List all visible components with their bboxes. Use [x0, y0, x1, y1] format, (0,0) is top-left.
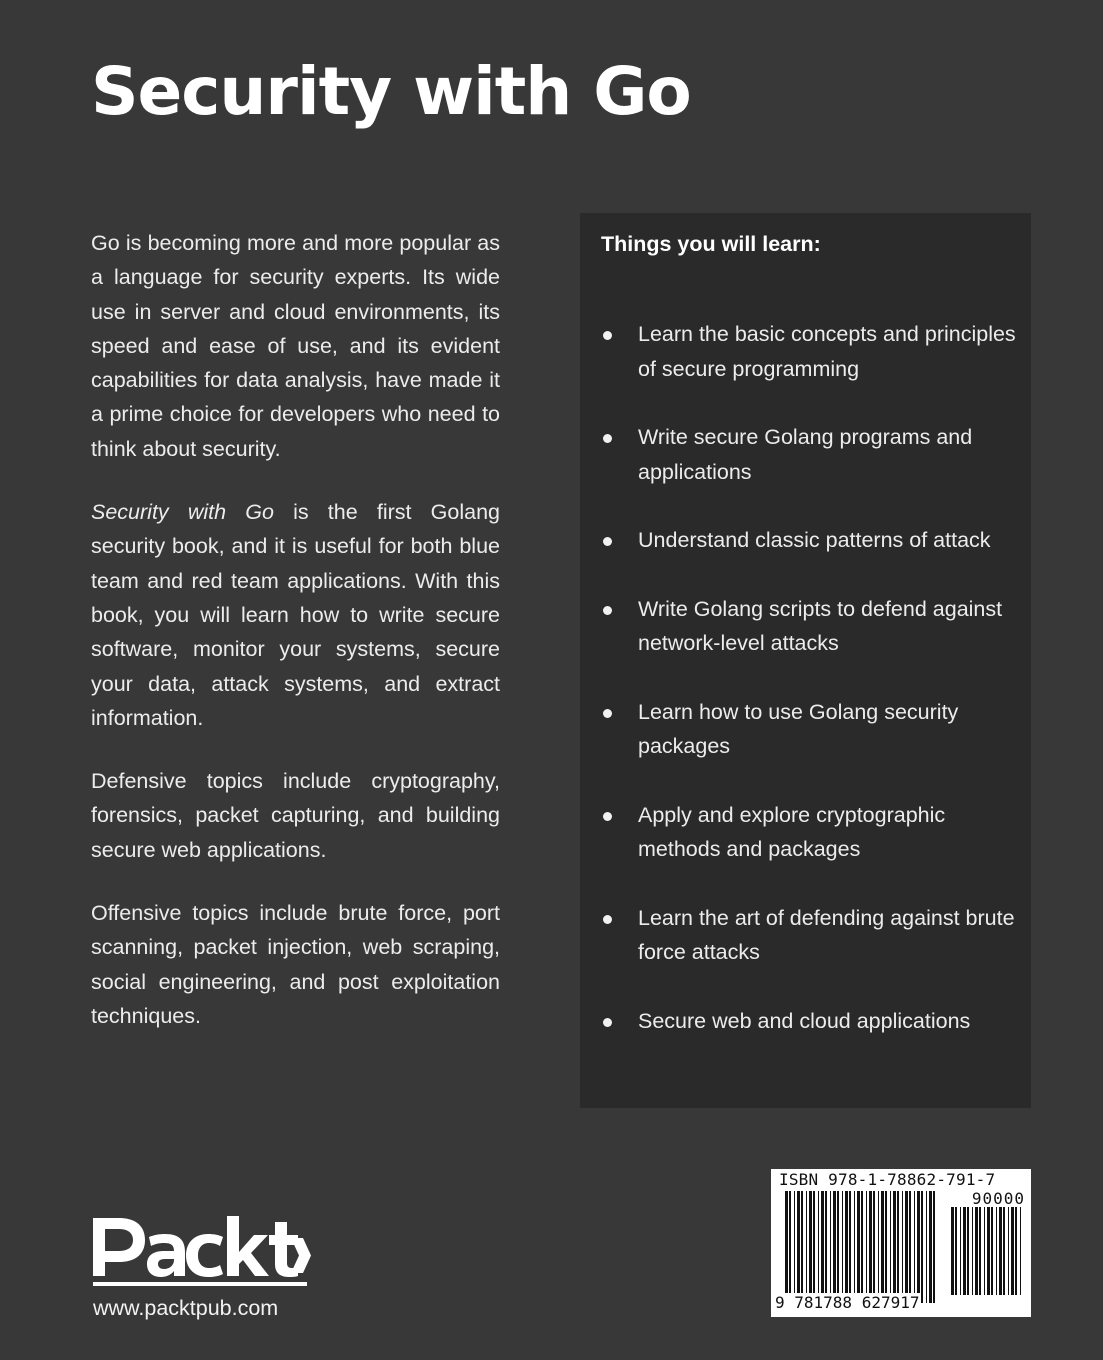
barcode-bar [878, 1191, 879, 1303]
barcode-bar [991, 1207, 993, 1295]
bullet-icon [603, 915, 612, 924]
barcode-bar [960, 1207, 961, 1295]
barcode-bar [881, 1191, 884, 1303]
barcode-bar [809, 1191, 812, 1303]
ean-digits: 9 781788 627917 [775, 1293, 920, 1312]
barcode-bar [885, 1191, 887, 1303]
barcode-bar [873, 1191, 875, 1303]
description-paragraph-1: Go is becoming more and more popular as a language for security experts. Its wide use in server and cloud environments, its speed and ease of use, and its evident capabilities for data analysis, have made it a prime choice for developers who need to think about security. [91, 231, 500, 461]
learning-item [580, 420, 1031, 489]
barcode-bar [849, 1191, 851, 1303]
barcode-bar [975, 1207, 978, 1295]
barcode-bar [1020, 1207, 1021, 1295]
barcode-bar [837, 1191, 839, 1303]
learning-item [580, 523, 1031, 558]
learning-item-label: Secure web and cloud applications [638, 1008, 971, 1033]
barcode-bar [967, 1207, 969, 1295]
description-column [91, 226, 500, 1062]
learning-item [580, 695, 1031, 764]
barcode-bar [979, 1207, 981, 1295]
barcode-bar [861, 1191, 863, 1303]
packt-logo [91, 1214, 311, 1290]
barcode-bar [921, 1191, 923, 1303]
barcode-bar [1011, 1207, 1014, 1295]
barcode-bar [845, 1191, 848, 1303]
learning-item [580, 317, 1031, 386]
barcode-bar [996, 1207, 997, 1295]
isbn-label: ISBN 978-1-78862-791-7 [779, 1170, 996, 1189]
learning-list [580, 317, 1031, 1072]
barcode-bar [833, 1191, 836, 1303]
isbn-barcode [771, 1169, 1031, 1317]
learning-item-label: Write secure Golang programs and applications [638, 425, 973, 484]
learning-item-label: Apply and explore cryptographic methods and packages [638, 802, 946, 861]
barcode-bar [1015, 1207, 1017, 1295]
barcode-bar [1003, 1207, 1005, 1295]
barcode-bar [821, 1191, 824, 1303]
barcode-bar [818, 1191, 819, 1303]
description-book-title: Security with Go [91, 500, 274, 525]
barcode-bar [866, 1191, 867, 1303]
learning-item [580, 798, 1031, 867]
book-title: Security with Go [91, 53, 691, 130]
bullet-icon [603, 812, 612, 821]
barcode-bar [929, 1191, 932, 1303]
publisher-website[interactable]: www.packtpub.com [93, 1296, 279, 1320]
barcode-bar [785, 1191, 788, 1303]
barcode-bar [890, 1191, 891, 1303]
barcode-bar [842, 1191, 843, 1303]
bullet-icon [603, 331, 612, 340]
barcode-bar [794, 1191, 795, 1303]
barcode-bar [984, 1207, 985, 1295]
barcode-bar [797, 1191, 800, 1303]
learning-item [580, 1004, 1031, 1039]
barcode-bar [854, 1191, 855, 1303]
learning-item-label: Understand classic patterns of attack [638, 528, 991, 552]
barcode-bar [825, 1191, 827, 1303]
barcode-bar [972, 1207, 973, 1295]
learning-item-label: Learn how to use Golang security packages [638, 699, 959, 758]
barcode-bar [857, 1191, 860, 1303]
barcode-bar [917, 1191, 920, 1303]
barcode-bar [830, 1191, 831, 1303]
bullet-icon [603, 1018, 612, 1027]
barcode-bar [893, 1191, 896, 1303]
barcode-bar [951, 1207, 954, 1295]
description-paragraph-3: Defensive topics include cryptography, forensics, packet capturing, and building secure web applications. [91, 769, 500, 862]
learning-item [580, 592, 1031, 661]
barcode-bar [914, 1191, 915, 1303]
learning-panel [580, 213, 1031, 1108]
barcode-bar [789, 1191, 791, 1303]
barcode-bar [897, 1191, 899, 1303]
description-paragraph-2-text: is the first Golang security book, and it is useful for both blue team and red team applications. With this book, you will learn how to write secure software, monitor your systems, secure your data, attack systems, and extract information. [91, 500, 500, 730]
barcode-bar [869, 1191, 872, 1303]
learning-item [580, 901, 1031, 970]
description-paragraph-2 [91, 495, 500, 735]
barcode-bar [813, 1191, 815, 1303]
barcode-bar [1008, 1207, 1009, 1295]
barcode-bar [955, 1207, 957, 1295]
barcode-bar [905, 1191, 908, 1303]
barcode-bar [926, 1191, 927, 1303]
barcode-bar [933, 1191, 935, 1303]
barcode-bar [999, 1207, 1002, 1295]
barcode-bar [801, 1191, 803, 1303]
barcode-bar [909, 1191, 911, 1303]
barcode-bar [806, 1191, 807, 1303]
barcode-bar [963, 1207, 966, 1295]
learning-heading: Things you will learn: [601, 232, 821, 256]
barcode-bar [987, 1207, 990, 1295]
learning-item-label: Write Golang scripts to defend against network-level attacks [638, 596, 1003, 655]
learning-item-label: Learn the basic concepts and principles of secure programming [638, 322, 1016, 381]
bullet-icon [603, 606, 612, 615]
learning-item-label: Learn the art of defending against brute force attacks [638, 905, 1015, 964]
bullet-icon [603, 709, 612, 718]
barcode-bar [902, 1191, 903, 1303]
bullet-icon [603, 434, 612, 443]
description-paragraph-4: Offensive topics include brute force, port scanning, packet injection, web scraping, social engineering, and post exploitation techniques. [91, 901, 500, 1028]
bullet-icon [603, 537, 612, 546]
price-code: 90000 [971, 1189, 1025, 1208]
